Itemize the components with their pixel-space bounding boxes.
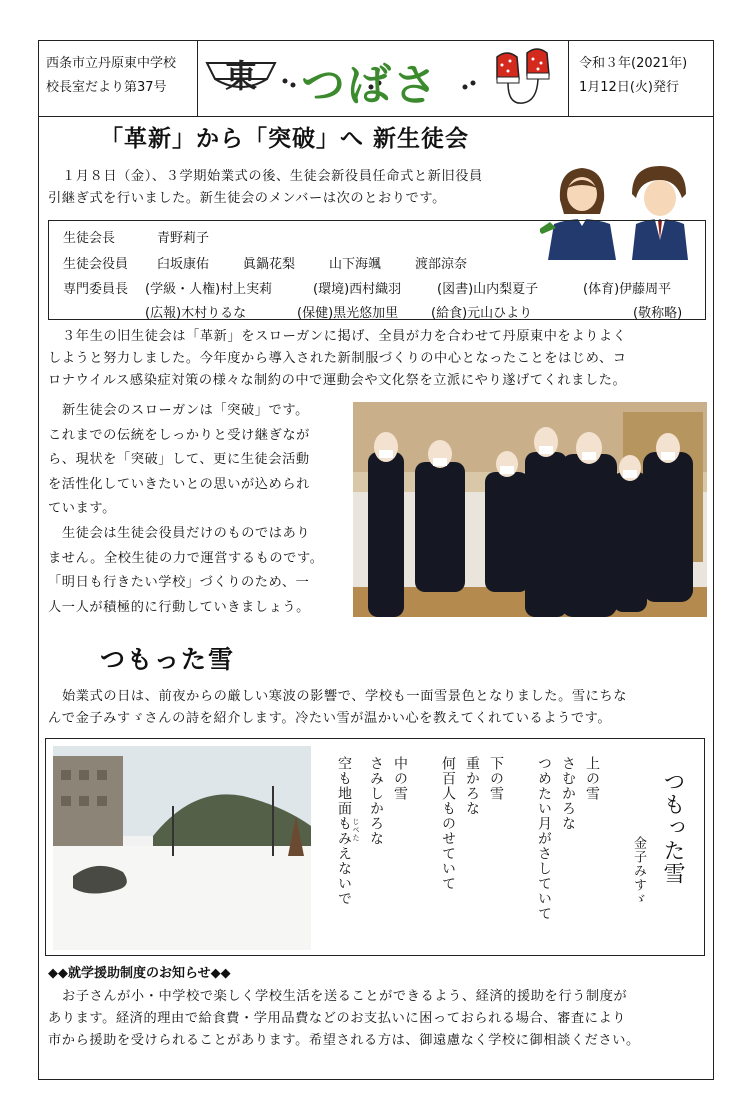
para-line: 生徒会は生徒会役員だけのものではあり	[62, 525, 311, 541]
poem-line: 何百人ものせていて	[440, 756, 456, 891]
para-line: 始業式の日は、前夜からの厳しい寒波の影響で、学校も一面雪景色となりました。雪にちな	[62, 689, 628, 704]
article2-intro	[48, 686, 718, 730]
officers-label: 生徒会役員	[63, 257, 129, 272]
officer-name: 山下海颯	[329, 257, 382, 272]
school-name: 西条市立丹原東中学校	[46, 56, 177, 71]
issue-date: 1月12日(火)発行	[579, 80, 679, 95]
officer-name: 渡部涼奈	[415, 257, 468, 272]
poem-line: 上の雪	[584, 756, 600, 801]
president-name: 青野莉子	[157, 231, 210, 246]
article1-intro	[48, 166, 542, 210]
committee-member: (図書)山内梨夏子	[437, 282, 539, 297]
poem-line: 下の雪	[488, 756, 504, 801]
committee-label: 専門委員長	[63, 282, 129, 297]
notice-title: ◆◆就学援助制度のお知らせ◆◆	[48, 966, 231, 981]
poem-author: 金子みすゞ	[631, 836, 646, 906]
student-council-photo	[353, 402, 707, 617]
article2-title: つもった雪	[100, 645, 236, 674]
poem-line: 中の雪	[392, 756, 408, 801]
honorific-note: (敬称略)	[633, 306, 683, 321]
logo-title: つばさ	[301, 60, 439, 111]
era-year: 令和３年(2021年)	[579, 56, 688, 71]
article1-title: 「革新」から「突破」へ 新生徒会	[100, 126, 470, 152]
officer-name: 眞鍋花梨	[243, 257, 296, 272]
poem-ruby: じべた	[352, 818, 360, 842]
para-line: んで金子みすゞさんの詩を紹介します。冷たい雪が温かい心を教えてくれているようです。	[48, 711, 612, 726]
committee-member: (環境)西村織羽	[313, 282, 402, 297]
article1-para2	[48, 326, 708, 392]
para-line: ら、現状を「突破」して、更に生徒会活動	[48, 452, 310, 468]
para-line: しようと努力しました。今年度から導入された新制服づくりの中心となったことをはじめ、コ	[48, 351, 627, 366]
para-line: 新生徒会のスローガンは「突破」です。	[62, 403, 309, 418]
poem-title: つもった雪	[660, 770, 685, 885]
para-line: を活性化していきたいとの思いが込められ	[48, 476, 310, 492]
para-line: 「明日も行きたい学校」づくりのため、一	[48, 575, 310, 591]
intro-line: １月８日（金）、３学期始業式の後、生徒会新役員任命式と新旧役員	[62, 169, 483, 184]
para-line: 人一人が積極的に行動していきましょう。	[48, 599, 310, 615]
poem-line: つめたい月がさしていて	[536, 756, 552, 921]
president-label: 生徒会長	[63, 231, 116, 246]
committee-member: (保健)黒光悠加里	[297, 306, 399, 321]
poem-line: 重かろな	[464, 756, 480, 816]
para-line: ています。	[48, 501, 116, 517]
mitten-icon	[497, 49, 549, 103]
article1-para3	[48, 399, 348, 620]
para-line: これまでの伝統をしっかりと受け継ぎなが	[48, 427, 310, 443]
para-line: ません。全校生徒の力で運営するものです。	[48, 550, 324, 566]
poem-line: さみしかろな	[368, 756, 384, 846]
newsletter-number: 校長室だより第37号	[46, 80, 167, 95]
logo-kanji: 東	[225, 57, 258, 95]
committee-member: (学級・人権)村上実莉	[145, 282, 273, 297]
committee-member: (広報)木村りるな	[145, 306, 247, 321]
officer-name: 臼坂康佑	[157, 257, 210, 272]
intro-line: 引継ぎ式を行いました。新生徒会のメンバーは次のとおりです。	[48, 191, 446, 206]
para-line: ロナウイルス感染症対策の様々な制約の中で運動会や文化祭を立派にやり遂げてくれました。	[48, 373, 627, 388]
notice-body	[48, 986, 718, 1052]
para-line: あります。経済的理由で給食費・学用品費などのお支払いに困っておられる場合、審査により	[48, 1011, 627, 1026]
poem-line: 空も地面もみえないで	[336, 756, 352, 906]
para-line: お子さんが小・中学校で楽しく学校生活を送ることができるよう、経済的援助を行う制度が	[62, 989, 628, 1004]
poem-line: さむかろな	[560, 756, 576, 831]
committee-member: (体育)伊藤周平	[583, 282, 672, 297]
newsletter-logo	[205, 45, 560, 111]
para-line: 市から援助を受けられることがあります。希望される方は、御遠慮なく学校に御相談ください。	[48, 1033, 640, 1048]
header-date-info	[568, 40, 714, 116]
committee-member: (給食)元山ひより	[431, 306, 533, 321]
para-line: ３年生の旧生徒会は「革新」をスローガンに掲げ、全員が力を合わせて丹原東中をよりよく	[62, 329, 627, 344]
header-school-info	[38, 40, 198, 116]
snow-photo	[53, 746, 311, 950]
student-council-members	[48, 220, 706, 320]
